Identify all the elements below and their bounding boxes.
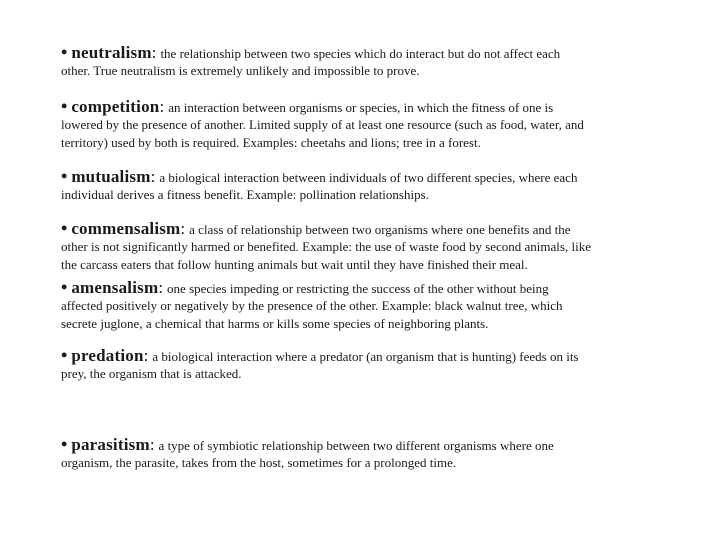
term: commensalism bbox=[71, 219, 181, 238]
definition-neutralism: • neutralism: the relationship between two species which do interact but do not affect each other. True neutralism is extremely unlikely and impossible to prove. bbox=[61, 42, 641, 80]
definition-continuation: individual derives a fitness benefit. Example: pollination relationships. bbox=[61, 187, 429, 202]
definition-competition: • competition: an interaction between organisms or species, in which the fitness of one is lowered by the presence of another. Limited supply of at least one resource (such as food, water, and territory) used by both is required. Examples: cheetahs and lions; tree in a forest. bbox=[61, 96, 641, 152]
term: mutualism bbox=[71, 167, 151, 186]
definition-text: a class of relationship between two organisms where one benefits and the bbox=[189, 222, 571, 237]
definition-amensalism: • amensalism: one species impeding or restricting the success of the other without being affected positively or negatively by the presence of the other. Example: black walnut tree, which secrete juglone, a chemical that harms or kills some species of neighboring plants. bbox=[61, 277, 641, 333]
definition-commensalism: • commensalism: a class of relationship between two organisms where one benefits and the other is not significantly harmed or benefited. Example: the use of waste food by second animals, like the carcass eaters that follow hunting animals but wait until they have finished their meal. bbox=[61, 218, 641, 274]
term: parasitism bbox=[71, 435, 150, 454]
definition-continuation: other is not significantly harmed or benefited. Example: the use of waste food by second animals, like bbox=[61, 239, 591, 254]
definition-continuation: other. True neutralism is extremely unlikely and impossible to prove. bbox=[61, 63, 420, 78]
definition-continuation: the carcass eaters that follow hunting animals but wait until they have finished their meal. bbox=[61, 257, 528, 272]
definition-predation: • predation: a biological interaction where a predator (an organism that is hunting) feeds on its prey, the organism that is attacked. bbox=[61, 345, 641, 383]
term: predation bbox=[71, 346, 144, 365]
bullet-icon: • bbox=[61, 166, 68, 186]
bullet-icon: • bbox=[61, 277, 68, 297]
definition-parasitism: • parasitism: a type of symbiotic relationship between two different organisms where one organism, the parasite, takes from the host, sometimes for a prolonged time. bbox=[61, 434, 641, 472]
definition-text: a biological interaction between individuals of two different species, where each bbox=[159, 170, 578, 185]
term: competition bbox=[71, 97, 160, 116]
definition-continuation: secrete juglone, a chemical that harms or kills some species of neighboring plants. bbox=[61, 316, 489, 331]
definition-continuation: territory) used by both is required. Examples: cheetahs and lions; tree in a forest. bbox=[61, 135, 481, 150]
bullet-icon: • bbox=[61, 96, 68, 116]
definition-continuation: affected positively or negatively by the presence of the other. Example: black walnut tree, which bbox=[61, 298, 563, 313]
bullet-icon: • bbox=[61, 345, 68, 365]
definition-text: a type of symbiotic relationship between two different organisms where one bbox=[158, 438, 554, 453]
definition-text: one species impeding or restricting the success of the other without being bbox=[167, 281, 549, 296]
bullet-icon: • bbox=[61, 42, 68, 62]
definition-text: an interaction between organisms or species, in which the fitness of one is bbox=[168, 100, 554, 115]
definition-continuation: organism, the parasite, takes from the host, sometimes for a prolonged time. bbox=[61, 455, 457, 470]
term: neutralism bbox=[71, 43, 152, 62]
term: amensalism bbox=[71, 278, 159, 297]
definition-continuation: prey, the organism that is attacked. bbox=[61, 366, 242, 381]
definition-continuation: lowered by the presence of another. Limited supply of at least one resource (such as food, water, and bbox=[61, 117, 584, 132]
definition-text: the relationship between two species which do interact but do not affect each bbox=[160, 46, 561, 61]
bullet-icon: • bbox=[61, 218, 68, 238]
definition-mutualism: • mutualism: a biological interaction between individuals of two different species, where each individual derives a fitness benefit. Example: pollination relationships. bbox=[61, 166, 641, 204]
bullet-icon: • bbox=[61, 434, 68, 454]
definition-text: a biological interaction where a predator (an organism that is hunting) feeds on its bbox=[152, 349, 579, 364]
